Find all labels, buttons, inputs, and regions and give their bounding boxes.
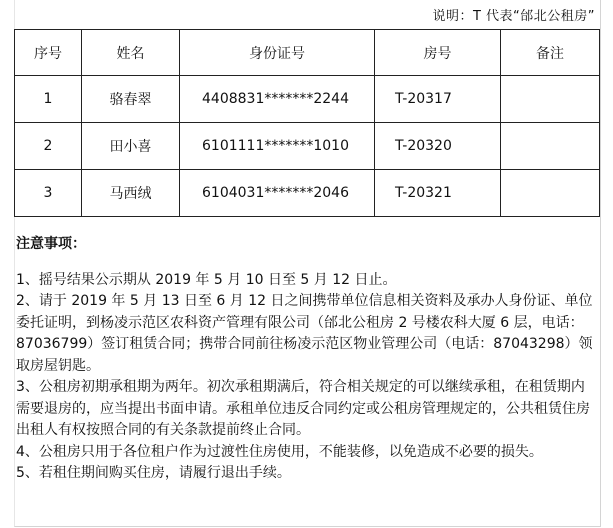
notes-heading: 注意事项：: [16, 236, 86, 252]
header-name: 姓名: [82, 30, 180, 76]
cell-id: 6104031*******2046: [180, 170, 375, 217]
cell-id: 4408831*******2244: [180, 76, 375, 123]
cell-room: T-20321: [375, 170, 501, 217]
header-remark: 备注: [501, 30, 600, 76]
table-row: [15, 123, 600, 170]
cell-name: 马西绒: [82, 170, 180, 217]
cell-room: T-20320: [375, 123, 501, 170]
cell-remark: [501, 76, 600, 123]
cell-no: 1: [15, 76, 82, 123]
notes-item: 4、公租房只用于各位租户作为过渡性住房使用，不能装修，以免造成不必要的损失。: [16, 443, 543, 460]
notes-item: 2、请于 2019 年 5 月 13 日至 6 月 12 日之间携带单位信息相关资料及承办人身份证、单位委托证明，到杨凌示范区农科资产管理有限公司（邰北公租房 2 号楼农科大厦 6 层，电话：87036799）签订租赁合同；携带合同前往杨凌示范区物业管理公司（电话：87043298）领取房屋钥匙。: [16, 293, 593, 374]
cell-no: 3: [15, 170, 82, 217]
table-row: [15, 76, 600, 123]
cell-room: T-20317: [375, 76, 501, 123]
legend-note: 说明：T 代表“邰北公租房”: [432, 9, 595, 24]
table-row: [15, 170, 600, 217]
cell-remark: [501, 123, 600, 170]
notes-item: 1、摇号结果公示期从 2019 年 5 月 10 日至 5 月 12 日止。: [16, 271, 397, 288]
cell-name: 田小喜: [82, 123, 180, 170]
table-header-row: [15, 30, 600, 76]
notes-item: 3、公租房初期承租期为两年。初次承租期满后，符合相关规定的可以继续承租，在租赁期内需要退房的，应当提出书面申请。承租单位违反合同约定或公租房管理规定的，公共租赁住房出租人有权按照合同的有关条款提前终止合同。: [16, 379, 590, 438]
cell-remark: [501, 170, 600, 217]
header-id: 身份证号: [180, 30, 375, 76]
notes-section: [16, 234, 598, 485]
notes-item: 5、若租住期间购买住房，请履行退出手续。: [16, 465, 291, 481]
cell-id: 6101111*******1010: [180, 123, 375, 170]
allocation-table: [14, 29, 600, 217]
header-room: 房号: [375, 30, 501, 76]
cell-no: 2: [15, 123, 82, 170]
header-no: 序号: [15, 30, 82, 76]
cell-name: 骆春翠: [82, 76, 180, 123]
